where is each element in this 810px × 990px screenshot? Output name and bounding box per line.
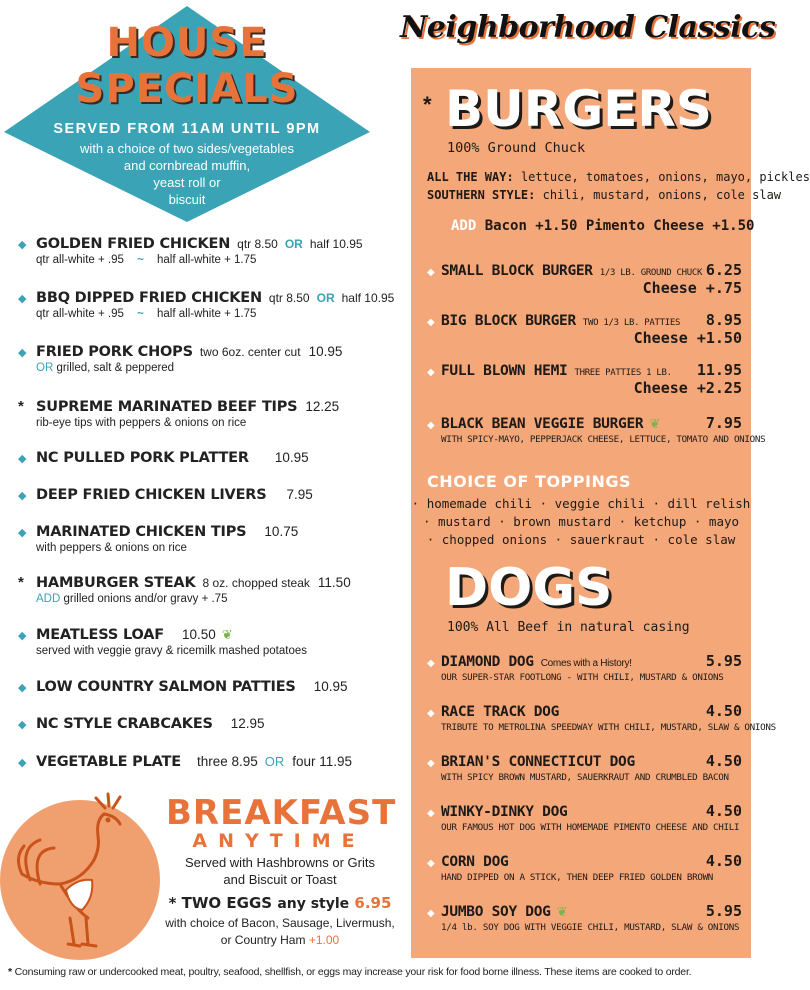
list-item [18,754,398,770]
classics-panel [411,68,810,958]
dogs-subtitle: 100% All Beef in natural casing [447,620,690,635]
list-item [427,852,742,883]
item-price: 10.95 [313,679,348,694]
item-name: BLACK BEAN VEGGIE BURGER [441,416,644,432]
item-name: SMALL BLOCK BURGER [441,263,593,279]
list-item [427,802,742,833]
star-icon: * [18,398,24,415]
item-price: 10.95 [308,344,343,359]
item-price: half 10.95 [309,237,363,251]
item-sub: grilled, salt & peppered [56,362,175,374]
item-name: VEGETABLE PLATE [36,754,181,770]
food-safety-disclaimer [8,966,763,978]
two-eggs-line [160,894,400,912]
dogs-title: DOGS [445,558,613,618]
toppings-line-3: · chopped onions · sauerkraut · cole slaw [426,532,736,547]
breakfast-line-3: with choice of Bacon, Sausage, Livermush, [165,916,395,930]
item-name: BBQ DIPPED FRIED CHICKEN [36,290,262,306]
disclaimer-text: Consuming raw or undercooked meat, poultry, seafood, shellfish, or eggs may increase your risk for food borne illness. These items are cooked to order. [14,966,692,978]
item-note: 1/3 LB. GROUND CHUCK [599,268,703,278]
list-item [427,414,766,445]
separator: ~ [137,254,144,266]
house-specials-banner [2,4,372,224]
item-name: WINKY-DINKY DOG [441,804,568,820]
item-price: 12.95 [230,716,265,731]
item-name: NC STYLE CRABCAKES [36,716,213,732]
southern-style-text: chili, mustard, onions, cole slaw [542,188,782,202]
list-item [427,311,742,347]
house-specials-title-2: SPECIALS [75,66,299,112]
ham-price: +1.00 [308,933,340,947]
item-sub: grilled onions and/or gravy + .75 [63,593,228,605]
leaf-icon: ❦ [556,904,568,919]
neighborhood-classics-title: Neighborhood Classics [400,10,776,45]
southern-style-label: SOUTHERN STYLE: [427,188,536,202]
item-name: GOLDEN FRIED CHICKEN [36,236,231,252]
item-name: LOW COUNTRY SALMON PATTIES [36,679,296,695]
diamond-bullet-icon: ◆ [18,490,27,502]
item-sub: served with veggie gravy & ricemilk mashed potatoes [36,645,308,657]
list-item [18,487,398,503]
list-item [18,627,398,657]
rooster-logo [0,788,170,963]
all-the-way-label: ALL THE WAY: [427,170,514,184]
list-item [427,361,742,397]
add-text: Bacon +1.50 Pimento Cheese +1.50 [484,218,755,234]
diamond-bullet-icon: ◆ [18,347,27,359]
item-price: 10.50 [181,627,216,642]
burger-add-ons [451,218,754,234]
list-item [18,679,398,695]
item-price: 8.95 [705,311,742,329]
item-option: qtr all-white + .95 [36,254,124,266]
item-name: HAMBURGER STEAK [36,575,196,591]
item-note: TWO 1/3 LB. PATTIES [582,318,681,328]
item-price: 7.95 [705,414,742,432]
star-icon: * [8,966,15,978]
breakfast-line-2: and Biscuit or Toast [223,872,337,887]
burgers-subtitle: 100% Ground Chuck [447,140,586,156]
item-price: 7.95 [286,487,313,502]
list-item [427,702,776,733]
item-desc: TRIBUTE TO METROLINA SPEEDWAY WITH CHILI, MUSTARD, SLAW & ONIONS [441,722,776,733]
southern-style-line [427,188,781,202]
item-price: three 8.95 [196,754,258,769]
breakfast-anytime: ANYTIME [192,830,366,852]
or-label: OR [36,362,54,374]
diamond-bullet-icon: ◆ [427,267,435,278]
star-icon: * [168,894,182,912]
item-option: half all-white + 1.75 [157,254,257,266]
item-price: 4.50 [705,752,742,770]
or-label: OR [316,291,335,305]
list-item [427,902,742,933]
diamond-bullet-icon: ◆ [18,453,27,465]
item-price: 10.75 [264,524,299,539]
item-name: RACE TRACK DOG [441,704,560,720]
separator: ~ [137,308,144,320]
star-icon: * [423,92,432,117]
add-label: ADD [36,593,61,605]
list-item [18,290,398,320]
diamond-bullet-icon: ◆ [18,682,27,694]
item-price: qtr 8.50 [237,237,278,251]
list-item [18,524,398,554]
item-name: JUMBO SOY DOG [441,904,551,920]
item-name: DIAMOND DOG [441,654,534,670]
item-name: MEATLESS LOAF [36,627,164,643]
cheese-price: Cheese +.75 [642,279,742,297]
diamond-bullet-icon: ◆ [427,808,435,819]
diamond-bullet-icon: ◆ [427,317,435,328]
item-desc: 8 oz. chopped steak [202,576,310,590]
toppings-line-2: · mustard · brown mustard · ketchup · mayo [422,514,740,529]
item-desc: 1/4 lb. SOY DOG WITH VEGGIE CHILI, MUSTARD, SLAW & ONIONS [441,922,740,933]
item-price: four 11.95 [292,754,353,769]
or-label: OR [264,754,285,769]
item-option: qtr all-white + .95 [36,308,124,320]
breakfast-line-4 [160,933,400,947]
cheese-price: Cheese +2.25 [633,379,742,397]
item-price: 10.95 [274,450,309,465]
item-price: 12.25 [305,399,340,414]
item-name: SUPREME MARINATED BEEF TIPS [36,399,298,415]
item-price: 6.25 [705,261,742,279]
sides-text-2: and cornbread muffin, [123,158,251,173]
house-specials-title-1: HOUSE [106,20,268,66]
item-name: FULL BLOWN HEMI [441,363,568,379]
list-item [18,398,398,429]
item-option: half all-white + 1.75 [157,308,257,320]
sides-text-1: with a choice of two sides/vegetables [80,141,294,156]
item-price: qtr 8.50 [268,291,310,305]
sides-text-3: yeast roll or [153,175,221,190]
item-desc: two 6oz. center cut [199,345,301,359]
diamond-bullet-icon: ◆ [427,367,435,378]
diamond-bullet-icon: ◆ [18,757,27,769]
list-item [18,450,398,466]
item-sub: rib-eye tips with peppers & onions on rice [36,417,247,429]
item-price: 11.50 [317,575,351,590]
item-name: MARINATED CHICKEN TIPS [36,524,247,540]
star-icon: * [18,574,24,591]
diamond-bullet-icon: ◆ [18,239,27,251]
diamond-bullet-icon: ◆ [427,658,435,669]
cheese-price: Cheese +1.50 [633,329,742,347]
list-item [427,261,742,297]
list-item [18,236,398,266]
item-price: 5.95 [705,652,742,670]
list-item [427,652,742,683]
item-price: half 10.95 [341,291,395,305]
item-note: Comes with a History! [540,658,632,669]
breakfast-line-4-text: or Country Ham [220,933,306,947]
diamond-bullet-icon: ◆ [427,758,435,769]
diamond-bullet-icon: ◆ [18,293,27,305]
list-item [18,716,398,732]
item-price: 4.50 [705,702,742,720]
diamond-bullet-icon: ◆ [18,630,27,642]
item-desc: WITH SPICY-MAYO, PEPPERJACK CHEESE, LETTUCE, TOMATO AND ONIONS [441,434,766,445]
item-name: FRIED PORK CHOPS [36,344,193,360]
breakfast-title: BREAKFAST [166,793,397,833]
list-item [427,752,742,783]
add-label: ADD [451,218,477,234]
toppings-title: CHOICE OF TOPPINGS [427,472,631,491]
item-name: BIG BLOCK BURGER [441,313,576,329]
diamond-bullet-icon: ◆ [18,719,27,731]
diamond-bullet-icon: ◆ [427,708,435,719]
item-name: NC PULLED PORK PLATTER [36,450,249,466]
item-price: 4.50 [705,802,742,820]
all-the-way-line [427,170,810,184]
item-desc: WITH SPICY BROWN MUSTARD, SAUERKRAUT AND CRUMBLED BACON [441,772,729,783]
diamond-bullet-icon: ◆ [427,858,435,869]
sides-text-4: biscuit [168,192,206,207]
eggs-style: any style [277,896,350,912]
item-name: CORN DOG [441,854,509,870]
breakfast-line-1: Served with Hashbrowns or Grits [184,855,375,870]
diamond-bullet-icon: ◆ [427,420,435,431]
served-hours: SERVED FROM 11AM UNTIL 9PM [53,121,321,137]
leaf-icon: ❦ [221,627,233,642]
item-price: 5.95 [705,902,742,920]
item-sub: with peppers & onions on rice [36,542,187,554]
or-label: OR [284,237,303,251]
item-desc: OUR SUPER-STAR FOOTLONG - WITH CHILI, MUSTARD & ONIONS [441,672,724,683]
diamond-bullet-icon: ◆ [427,908,435,919]
eggs-price: 6.95 [354,894,392,912]
item-name: DEEP FRIED CHICKEN LIVERS [36,487,267,503]
eggs-label: TWO EGGS [181,894,273,912]
item-name: BRIAN'S CONNECTICUT DOG [441,754,635,770]
burgers-title: BURGERS [445,80,712,138]
list-item [18,574,398,605]
item-desc: HAND DIPPED ON A STICK, THEN DEEP FRIED GOLDEN BROWN [441,872,714,883]
item-price: 4.50 [705,852,742,870]
item-price: 11.95 [696,361,742,379]
item-note: THREE PATTIES 1 LB. [574,368,672,378]
leaf-icon: ❦ [649,416,661,431]
list-item [18,344,398,374]
item-desc: OUR FAMOUS HOT DOG WITH HOMEMADE PIMENTO CHEESE AND CHILI [441,822,740,833]
diamond-bullet-icon: ◆ [18,527,27,539]
toppings-line-1: · homemade chili · veggie chili · dill relish [411,496,751,511]
all-the-way-text: lettuce, tomatoes, onions, mayo, pickles [520,170,810,184]
